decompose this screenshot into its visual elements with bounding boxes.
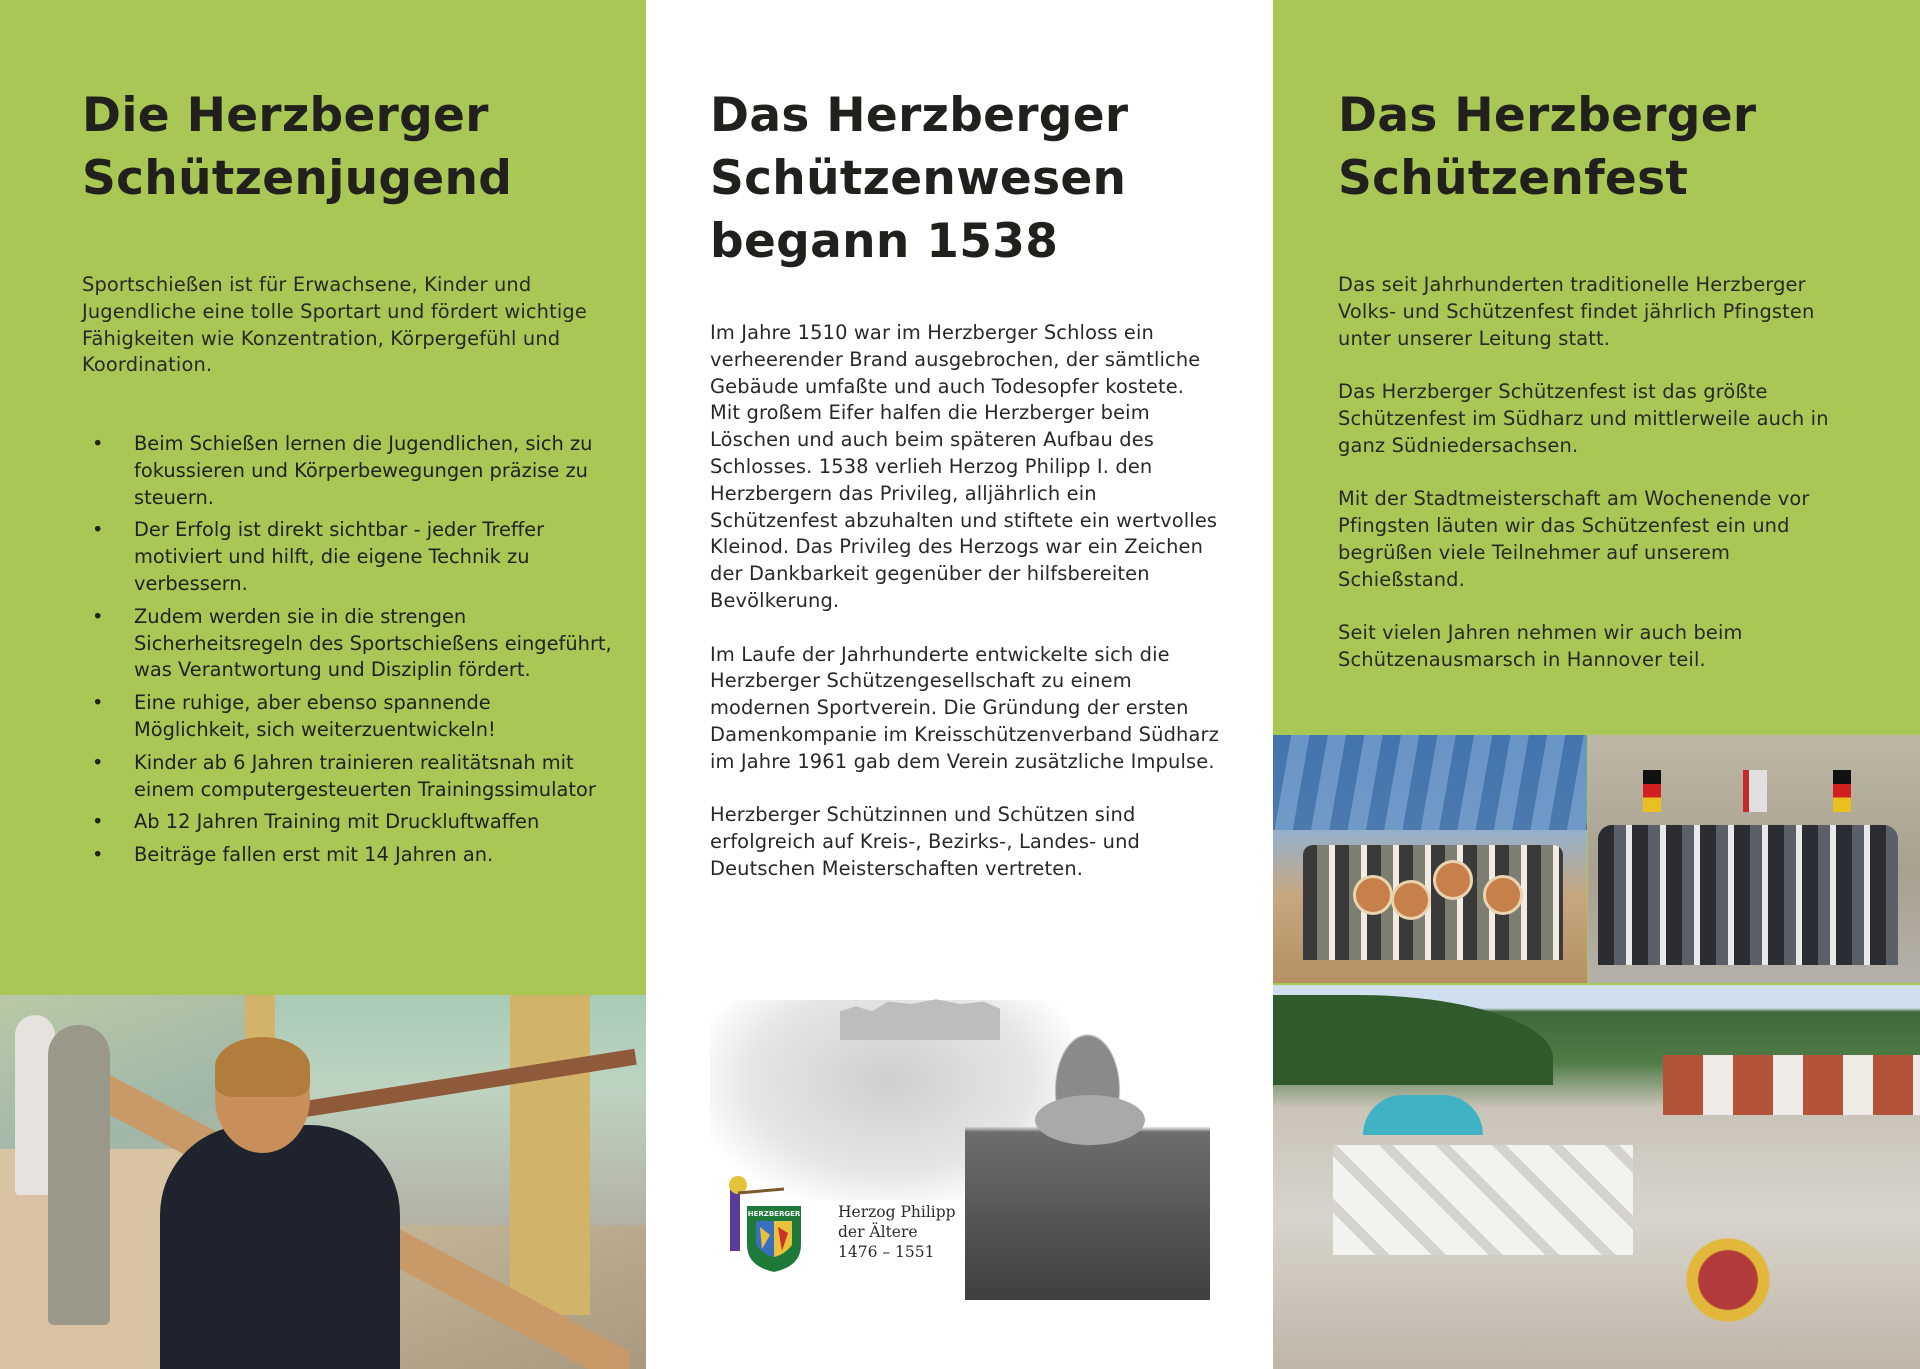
list-item-text: Beim Schießen lernen die Jugendlichen, sich zu fokussieren und Körperbewegungen präzise zu steuern. [134,432,593,509]
flag-icon [1833,770,1851,812]
list-item [82,842,612,869]
heading-line: Schützenjugend [82,151,513,206]
town-roofs [1663,1055,1920,1115]
flag-icon [1643,770,1661,812]
bullet-icon: • [92,432,104,455]
forest-hill [1273,995,1553,1085]
history-text [710,320,1220,883]
herzog-philipp-engraving [710,980,1210,1300]
youth-shooting-range-photo [0,995,646,1369]
heading-line: Schützenfest [1338,151,1689,206]
paragraph: Mit der Stadtmeisterschaft am Wochenende vor Pfingsten läuten wir das Schützenfest ein und begrüßen viele Teilnehmer auf unserem Schießstand. [1338,487,1810,591]
paragraph: Im Laufe der Jahrhunderte entwickelte sich die Herzberger Schützengesellschaft zu einem modernen Sportverein. Die Gründung der ersten Damenkompanie im Kreisschützenverband Südharz im Jahre 1961 gab dem Verein zusätzliche Impulse. [710,642,1219,773]
heading-line: Das Herzberger [1338,88,1757,143]
flag-icon [1743,770,1767,812]
fair-trailers [1333,1145,1633,1255]
fairground-aerial-photo [1273,985,1920,1369]
paragraph: Herzberger Schützinnen und Schützen sind erfolgreich auf Kreis-, Bezirks-, Landes- und Deutschen Meisterschaften vertreten. [710,803,1140,880]
bullet-icon: • [92,750,104,774]
caption-title: der Ältere [838,1223,918,1241]
list-item [82,604,612,684]
bullet-icon: • [92,810,104,834]
list-item-text: Eine ruhige, aber ebenso spannende Möglichkeit, sich weiterzuentwickeln! [134,691,496,741]
club-crest-icon [724,1175,806,1275]
glass-roof [1273,735,1587,830]
heading-line: Die Herzberger [82,88,489,143]
list-item [82,809,612,836]
beard [1035,1095,1145,1145]
heading-line: Schützenwesen [710,151,1127,206]
pillar [510,995,590,1315]
trophy-plate [1433,860,1473,900]
person-figure [160,1125,400,1369]
list-item-text: Zudem werden sie in die strengen Sicherheitsregeln des Sportschießens eingeführt, was Verantwortung und Disziplin fördert. [134,604,612,682]
portrait-caption [838,1202,956,1262]
heading-schuetzenfest [1338,84,1756,210]
heading-history [710,84,1128,273]
trophy-plate [1353,875,1393,915]
list-item [82,690,612,744]
schuetzenfest-text [1338,272,1858,674]
caption-name: Herzog Philipp [838,1203,956,1221]
svg-text:HERZBERGER: HERZBERGER [747,1210,801,1218]
intro-paragraph [82,272,602,379]
portrait-figure [965,1020,1210,1300]
list-item-text: Kinder ab 6 Jahren trainieren realitätsnah mit einem computergesteuerten Trainingssimulator [134,750,596,801]
group-figures [1303,845,1563,960]
kings-group-photo [1273,735,1587,983]
caption-years: 1476 – 1551 [838,1243,935,1261]
trophy-plate [1483,875,1523,915]
octopus-ride [1603,1205,1853,1355]
bullet-icon: • [92,843,104,867]
trophy-plate [1391,880,1431,920]
paragraph: Im Jahre 1510 war im Herzberger Schloss ein verheerender Brand ausgebrochen, der sämtliche Gebäude umfaßte und auch Todesopfer kostete. Mit großem Eifer halfen die Herzberger beim Löschen und auch beim späteren Aufbau des Schlosses. 1538 verlieh Herzog Philipp I. den Herzbergern das Privileg, alljährlich ein Schützenfest abzuhalten und stiftete ein wertvolles Kleinod. Das Privileg des Herzogs war ein Zeichen der Dankbarkeit gegenüber der hilfsbereiten Bevölkerung. [710,321,1218,612]
paragraph: Das seit Jahrhunderten traditionelle Herzberger Volks- und Schützenfest findet jährlich Pfingsten unter unserer Leitung statt. [1338,273,1815,350]
group-figures [1598,825,1898,965]
heading-line: Das Herzberger [710,88,1129,143]
paragraph: Das Herzberger Schützenfest ist das größte Schützenfest im Südharz und mittlerweile auch in ganz Südniedersachsen. [1338,380,1829,457]
hannover-march-group-photo [1588,735,1920,983]
list-item-text: Der Erfolg ist direkt sichtbar - jeder Treffer motiviert und hilft, die eigene Technik zu verbessern. [134,518,545,595]
paragraph: Sportschießen ist für Erwachsene, Kinder und Jugendliche eine tolle Sportart und fördert wichtige Fähigkeiten wie Konzentration, Körpergefühl und Koordination. [82,273,587,377]
circus-tent [1363,1095,1483,1135]
list-item-text: Ab 12 Jahren Training mit Druckluftwaffen [134,810,540,834]
benefits-list [82,431,612,875]
paragraph: Seit vielen Jahren nehmen wir auch beim Schützenausmarsch in Hannover teil. [1338,621,1743,672]
person-figure [48,1025,110,1325]
list-item [82,517,612,597]
heading-schuetzenjugend [82,84,512,210]
heading-line: begann 1538 [710,214,1059,269]
bullet-icon: • [92,518,104,542]
list-item-text: Beiträge fallen erst mit 14 Jahren an. [134,843,494,867]
list-item [82,750,612,804]
bullet-icon: • [92,691,104,715]
bullet-icon: • [92,604,104,628]
hair [215,1037,310,1097]
list-item [82,431,612,511]
